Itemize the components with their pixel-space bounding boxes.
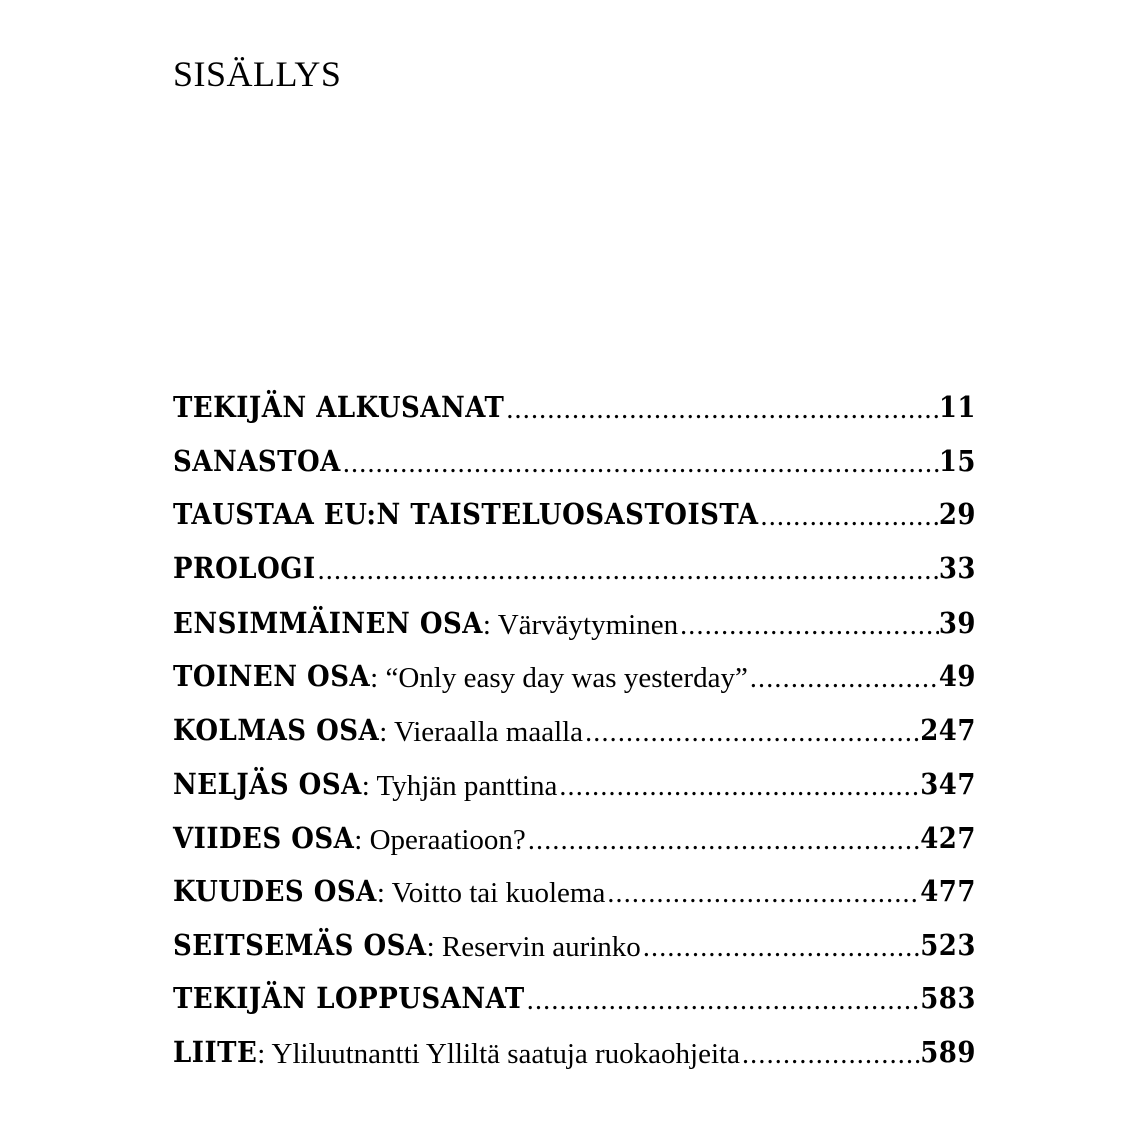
toc-entry-heading: TEKIJÄN ALKUSANAT (173, 391, 505, 425)
toc-entry[interactable] (173, 662, 976, 716)
toc-entry-subtitle: : “Only easy day was yesterday” (370, 662, 748, 695)
toc-entry[interactable] (173, 877, 976, 931)
toc-entry-page-number: 589 (920, 1036, 976, 1071)
toc-entry[interactable] (173, 1038, 976, 1092)
page-title: SISÄLLYS (173, 54, 342, 94)
toc-entry-heading: LIITE (173, 1036, 258, 1071)
toc-entry-page-number: 33 (938, 552, 976, 587)
toc-entry-page-number: 247 (920, 714, 976, 749)
dot-leader (341, 448, 939, 480)
dot-leader (316, 555, 939, 587)
toc-entry[interactable] (173, 716, 976, 770)
dot-leader (525, 985, 920, 1017)
toc-entry[interactable] (173, 821, 976, 878)
toc-entry[interactable] (173, 931, 976, 985)
toc-entry-heading: TAUSTAA EU:N TAISTELUOSASTOISTA (173, 498, 759, 533)
toc-entry-heading: PROLOGI (173, 552, 316, 587)
dot-leader (526, 825, 920, 857)
toc-entry-heading: KUUDES OSA (173, 875, 377, 910)
toc-entry-subtitle: : Vieraalla maalla (379, 716, 584, 749)
dot-leader (557, 771, 920, 803)
toc-entry-heading: KOLMAS OSA (173, 714, 380, 749)
toc-entry-subtitle: : Tyhjän panttina (361, 769, 558, 802)
toc-entry[interactable] (173, 981, 976, 1039)
toc-entry-subtitle: : Operaatioon? (354, 823, 526, 856)
toc-entry-page-number: 29 (938, 498, 976, 533)
toc-entry-page-number: 49 (938, 660, 976, 695)
toc-entry-page-number: 39 (938, 607, 976, 641)
toc-entry-subtitle: : Voitto tai kuolema (376, 877, 606, 910)
toc-entry[interactable] (173, 445, 976, 502)
dot-leader (678, 610, 939, 642)
dot-leader (583, 717, 920, 749)
dot-leader (748, 663, 939, 695)
toc-entry[interactable] (173, 498, 976, 555)
toc-entry-page-number: 523 (920, 929, 976, 963)
toc-entry-heading: SEITSEMÄS OSA (173, 929, 427, 963)
dot-leader (759, 501, 939, 533)
table-of-contents (173, 391, 976, 1092)
toc-entry-page-number: 11 (938, 391, 976, 425)
toc-entry-heading: VIIDES OSA (173, 821, 355, 856)
toc-entry[interactable] (173, 552, 976, 609)
toc-entry-heading: TEKIJÄN LOPPUSANAT (173, 981, 525, 1016)
toc-entry-page-number: 427 (920, 821, 976, 856)
toc-entry-subtitle: : Yliluutnantti Ylliltä saatuja ruokaohjeita (257, 1038, 740, 1071)
toc-entry[interactable] (173, 609, 976, 663)
toc-entry-page-number: 347 (920, 768, 976, 802)
toc-entry-page-number: 583 (920, 981, 976, 1016)
toc-entry-heading: SANASTOA (173, 445, 341, 479)
toc-entry-subtitle: : Reservin aurinko (426, 930, 641, 963)
toc-entry-heading: TOINEN OSA (173, 660, 371, 695)
dot-leader (641, 932, 920, 964)
dot-leader (504, 394, 938, 426)
toc-entry[interactable] (173, 770, 976, 824)
toc-entry-heading: ENSIMMÄINEN OSA (173, 607, 483, 641)
toc-entry-heading: NELJÄS OSA (173, 768, 362, 802)
toc-entry[interactable] (173, 391, 976, 448)
toc-entry-subtitle: : Värväytyminen (482, 608, 679, 641)
toc-entry-page-number: 15 (938, 445, 976, 479)
dot-leader (740, 1039, 920, 1071)
toc-entry-page-number: 477 (920, 875, 976, 910)
dot-leader (605, 878, 920, 910)
